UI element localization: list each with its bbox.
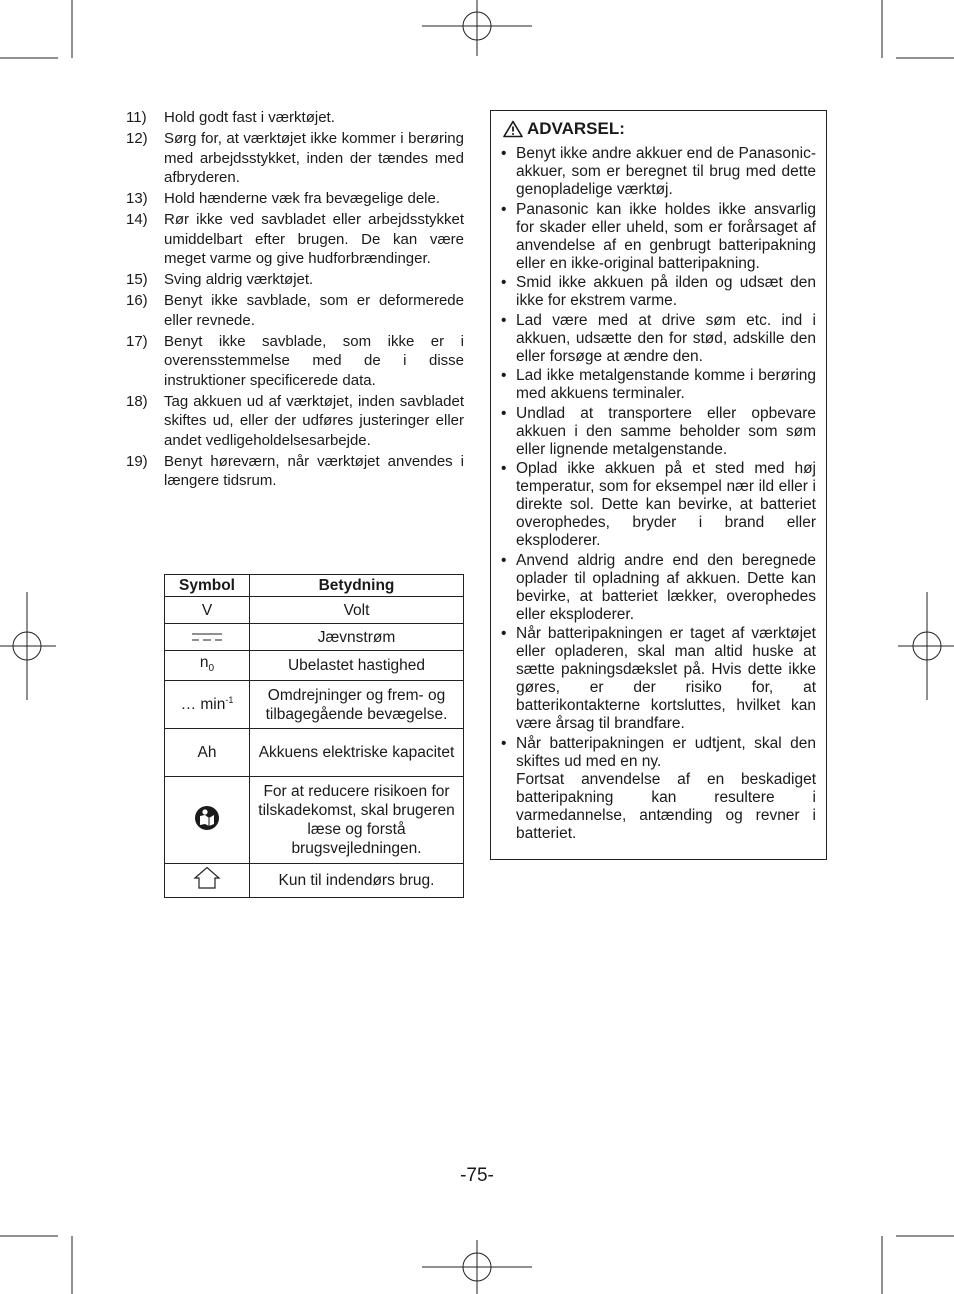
list-item <box>126 452 464 491</box>
symbol-cell <box>165 864 250 898</box>
read-manual-icon <box>194 805 220 831</box>
bullet: • <box>501 367 507 384</box>
item-text: Rør ikke ved savbladet eller arbejdsstykket umiddelbart efter brugen. De kan være meget varme og give hudforbrændinger. <box>164 211 464 267</box>
symbol-text: Ah <box>197 744 217 762</box>
symbol-text: n <box>199 654 209 671</box>
list-item <box>501 405 816 459</box>
list-item <box>126 210 464 269</box>
warning-box <box>490 110 827 860</box>
list-item <box>126 189 464 209</box>
list-item <box>501 145 816 199</box>
list-item <box>126 392 464 451</box>
bullet: • <box>501 551 507 569</box>
table-header-row <box>165 575 464 597</box>
item-text: Benyt ikke savblade, som ikke er i overensstemmelse med de i disse instruktioner specificerede data. <box>164 332 464 389</box>
bullet: • <box>501 311 507 329</box>
item-number: 19) <box>126 452 148 470</box>
item-text: Hold hænderne væk fra bevægelige dele. <box>164 190 440 207</box>
warning-text-group <box>516 735 816 843</box>
bullet: • <box>501 200 507 218</box>
symbol-cell <box>165 624 250 651</box>
item-number: 15) <box>126 271 148 288</box>
warning-triangle-icon <box>503 120 523 138</box>
warning-text: Lad ikke metalgenstande komme i berøring med akkuens terminaler. <box>516 367 816 402</box>
warning-title <box>503 119 816 139</box>
table-row <box>165 597 464 624</box>
warning-text: Når batteripakningen er taget af værktøjet eller opladeren, skal man altid huske at sætte pakningsdækslet på. Hvis dette ikke gøres, er der risiko for, at batterikontakterne kortsluttes, hvilket kan være årsag til brandfare. <box>516 625 816 732</box>
warning-text: Lad være med at drive søm etc. ind i akkuen, udsætte den for stød, adskille den eller forsøge at ændre den. <box>516 311 816 365</box>
item-number: 14) <box>126 211 148 228</box>
table-row <box>165 777 464 864</box>
table-row <box>165 864 464 898</box>
meaning-cell: Ubelastet hastighed <box>250 651 464 681</box>
warning-text: Oplad ikke akkuen på et sted med høj temperatur, som for eksempel nær ild eller i direkte sol. Dette kan bevirke, at batteriet overophedes, bryder i brand eller eksploderer. <box>516 460 816 549</box>
table-row <box>165 624 464 651</box>
item-number: 17) <box>126 332 148 350</box>
symbol-cell <box>165 777 250 864</box>
symbol-cell <box>165 597 250 624</box>
list-item <box>126 129 464 188</box>
symbol-superscript: -1 <box>225 694 234 705</box>
item-text: Benyt ikke savblade, som er deformerede eller revnede. <box>164 292 464 329</box>
symbol-cell <box>165 651 250 681</box>
indoor-use-icon <box>193 866 221 890</box>
header-symbol: Symbol <box>165 575 250 597</box>
list-item <box>501 201 816 273</box>
dc-current-icon <box>191 632 223 642</box>
list-item <box>501 552 816 624</box>
symbol-cell <box>165 729 250 777</box>
list-item <box>501 625 816 733</box>
meaning-cell: Akkuens elektriske kapacitet <box>250 729 464 777</box>
list-item <box>126 332 464 391</box>
list-item <box>501 735 816 843</box>
header-meaning: Betydning <box>250 575 464 597</box>
list-item <box>501 460 816 550</box>
item-text: Benyt høreværn, når værktøjet anvendes i længere tidsrum. <box>164 452 464 489</box>
bullet: • <box>501 734 507 752</box>
item-number: 18) <box>126 392 148 410</box>
list-item <box>126 108 464 128</box>
bullet: • <box>501 404 507 422</box>
list-item <box>501 367 816 403</box>
bullet: • <box>501 145 507 162</box>
item-number: 12) <box>126 130 148 147</box>
warning-text: Smid ikke akkuen på ilden og udsæt den ikke for ekstrem varme. <box>516 274 816 309</box>
list-item <box>501 274 816 310</box>
bullet: • <box>501 625 507 642</box>
item-number: 11) <box>126 109 147 126</box>
meaning-cell: For at reducere risikoen for tilskadekomst, skal brugeren læse og forstå brugsvejledningen. <box>250 777 464 864</box>
list-item <box>126 291 464 330</box>
item-text: Tag akkuen ud af værktøjet, inden savbladet skiftes ud, eller der udføres justeringer eller andet vedligeholdelsesarbejde. <box>164 392 464 449</box>
symbol-table <box>164 574 464 898</box>
warning-text: Når batteripakningen er udtjent, skal den skiftes ud med en ny. <box>516 734 816 770</box>
symbol-subscript: 0 <box>208 663 215 675</box>
warning-text: Panasonic kan ikke holdes ikke ansvarlig for skader eller uheld, som er forårsaget af anvendelse af en genbrugt batteripakning eller en ikke-original batteripakning. <box>516 200 816 272</box>
meaning-cell: Jævnstrøm <box>250 624 464 651</box>
meaning-cell: Volt <box>250 597 464 624</box>
symbol-text: … min <box>180 696 226 714</box>
bullet: • <box>501 274 507 291</box>
symbol-text: V <box>201 601 213 619</box>
meaning-cell: Kun til indendørs brug. <box>250 864 464 898</box>
bullet: • <box>501 460 507 477</box>
warning-title-text: ADVARSEL: <box>527 119 625 138</box>
warning-text: Anvend aldrig andre end den beregnede oplader til opladning af akkuen. Dette kan bevirke, at batteriet lækker, overophedes eller eksploderer. <box>516 551 816 623</box>
list-item <box>126 270 464 290</box>
item-text: Hold godt fast i værktøjet. <box>164 109 335 126</box>
symbol-cell <box>165 681 250 729</box>
item-text: Sørg for, at værktøjet ikke kommer i berøring med arbejdsstykket, inden der tændes med afbryderen. <box>164 130 464 186</box>
list-item <box>501 312 816 366</box>
instructions-list <box>126 108 464 492</box>
meaning-cell: Omdrejninger og frem- og tilbagegående bevægelse. <box>250 681 464 729</box>
item-number: 13) <box>126 190 148 207</box>
warning-text: Undlad at transportere eller opbevare akkuen i den samme beholder som søm eller lignende metalgenstande. <box>516 404 816 458</box>
table-row <box>165 729 464 777</box>
table-row <box>165 651 464 681</box>
page-number: -75- <box>460 1165 494 1186</box>
table-row <box>165 681 464 729</box>
warning-text-continuation: Fortsat anvendelse af en beskadiget batteripakning kan resultere i varmedannelse, antænding og revner i batteriet. <box>516 770 816 842</box>
warning-text: Benyt ikke andre akkuer end de Panasonic-akkuer, som er beregnet til brug med dette genopladelige værktøj. <box>516 145 816 198</box>
warning-list <box>501 145 816 843</box>
item-number: 16) <box>126 292 148 309</box>
item-text: Sving aldrig værktøjet. <box>164 271 314 288</box>
